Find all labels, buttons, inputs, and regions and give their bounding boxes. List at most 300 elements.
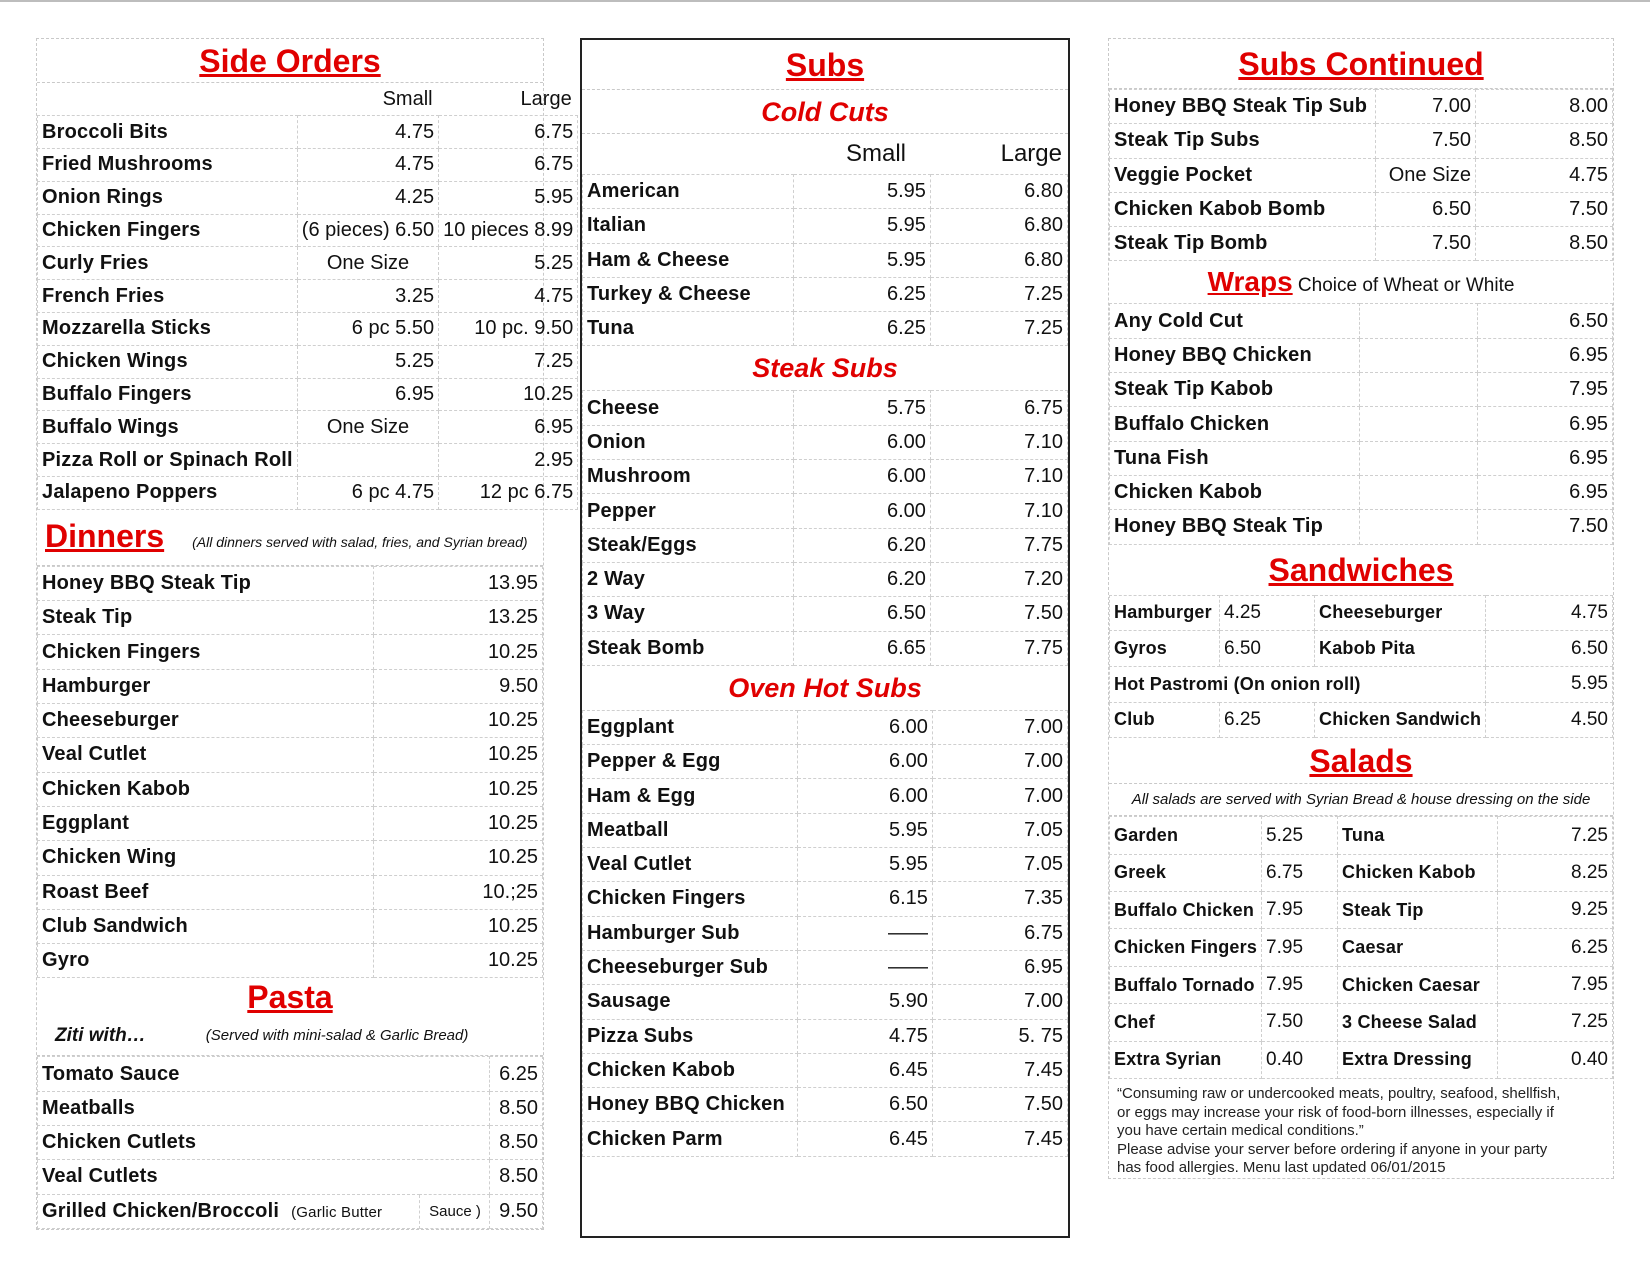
salads-title: Salads [1109, 738, 1613, 784]
price: 9.50 [490, 1194, 543, 1228]
sandwich-price: 4.50 [1486, 702, 1613, 738]
price: 6.95 [1478, 338, 1613, 372]
pasta-item-cell [38, 1194, 420, 1228]
price-small: One Size [1376, 158, 1476, 192]
dinner-row [38, 806, 543, 840]
item-name: Pepper & Egg [583, 745, 798, 779]
item-name: Jalapeno Poppers [38, 477, 298, 510]
disclaimer-line: you have certain medical conditions.” [1117, 1122, 1364, 1140]
salad-row [1110, 929, 1613, 966]
salad-price: 7.25 [1498, 1004, 1613, 1041]
side-orders-header [38, 83, 578, 116]
dinner-row [38, 772, 543, 806]
price-large: 6.75 [932, 916, 1067, 950]
sub-row [583, 745, 1068, 779]
price-small: 5.25 [297, 345, 438, 378]
item-name: Chicken Wings [38, 345, 298, 378]
item-name: Veal Cutlet [583, 848, 798, 882]
item-name: Fried Mushrooms [38, 149, 298, 182]
sandwich-name: Hamburger [1110, 595, 1220, 631]
price-large: 7.10 [930, 494, 1067, 528]
subs-continued-title: Subs Continued [1109, 39, 1613, 89]
price-small: One Size [297, 247, 438, 280]
salad-name: Tuna [1338, 817, 1498, 854]
price-large: 6.75 [439, 116, 578, 149]
side-orders-table [37, 83, 578, 510]
price-small: 6.00 [797, 710, 932, 744]
item-name: Chicken Fingers [38, 214, 298, 247]
dinner-row [38, 601, 543, 635]
item-name: Pizza Subs [583, 1019, 798, 1053]
price-large: 7.25 [930, 277, 1067, 311]
sub-row [1110, 227, 1613, 261]
col-small-label: Small [382, 87, 433, 110]
item-name: Cheeseburger [38, 704, 374, 738]
side-orders-title: Side Orders [37, 39, 543, 83]
price-large: 5.25 [439, 247, 578, 280]
item-name: Mozzarella Sticks [38, 313, 298, 346]
salad-price: 7.50 [1262, 1004, 1338, 1041]
salad-row [1110, 1041, 1613, 1078]
item-name: Chicken Parm [583, 1122, 798, 1156]
left-column [36, 38, 574, 1230]
col-large-label: Large [520, 87, 572, 110]
price: 10.25 [374, 944, 543, 978]
salad-row [1110, 1004, 1613, 1041]
dinner-row [38, 704, 543, 738]
item-name: Curly Fries [38, 247, 298, 280]
sandwich-row [1110, 666, 1613, 702]
price-small: 6.50 [797, 1088, 932, 1122]
empty-cell [1360, 338, 1478, 372]
salad-name: Chef [1110, 1004, 1262, 1041]
side-order-row [38, 214, 578, 247]
pasta-row [38, 1194, 543, 1228]
cold-cuts-title: Cold Cuts [582, 90, 1068, 134]
wraps-table [1109, 303, 1613, 544]
price-small: 4.75 [297, 116, 438, 149]
sandwich-name: Gyros [1110, 631, 1220, 667]
dinners-title: Dinners [45, 517, 165, 554]
sandwich-name: Club [1110, 702, 1220, 738]
side-order-row [38, 477, 578, 510]
dinner-row [38, 841, 543, 875]
price-large: 7.00 [932, 779, 1067, 813]
steak-subs-table [582, 390, 1068, 665]
item-name: Chicken Fingers [583, 882, 798, 916]
sandwich-price: 4.25 [1220, 595, 1315, 631]
price-small: 5.90 [797, 985, 932, 1019]
price-small: 6.50 [1376, 192, 1476, 226]
side-order-row [38, 149, 578, 182]
price-large: 6.80 [930, 175, 1067, 209]
item-name: Chicken Kabob Bomb [1110, 192, 1376, 226]
cold-cuts-table [582, 174, 1068, 346]
salad-price: 7.95 [1262, 929, 1338, 966]
salad-name: Chicken Caesar [1338, 966, 1498, 1003]
price-small: 6.45 [797, 1053, 932, 1087]
salads-note: All salads are served with Syrian Bread & house dressing on the side [1109, 784, 1613, 816]
price-large: 7.00 [932, 745, 1067, 779]
item-name: Eggplant [583, 710, 798, 744]
sub-row [583, 175, 1068, 209]
item-name: Turkey & Cheese [583, 277, 794, 311]
item-name: Steak Tip Subs [1110, 124, 1376, 158]
dinners-header [37, 510, 543, 566]
item-name: Honey BBQ Steak Tip [1110, 510, 1360, 544]
disclaimer-line: or eggs may increase your risk of food-born illnesses, especially if [1117, 1103, 1554, 1121]
price-small: 4.25 [297, 181, 438, 214]
price-large: 6.95 [439, 411, 578, 444]
item-name: 3 Way [583, 597, 794, 631]
dinner-row [38, 566, 543, 600]
price-large: 7.10 [930, 425, 1067, 459]
price: 10.25 [374, 806, 543, 840]
item-name: Veal Cutlets [38, 1160, 490, 1194]
price-large: 8.50 [1476, 124, 1613, 158]
salad-price: 7.95 [1262, 892, 1338, 929]
sub-row [583, 710, 1068, 744]
price-small: —— [797, 950, 932, 984]
dinner-row [38, 635, 543, 669]
price-small: 7.00 [1376, 90, 1476, 124]
item-name: Chicken Wing [38, 841, 374, 875]
price-large: 7.00 [932, 985, 1067, 1019]
item-name: Steak Tip Kabob [1110, 373, 1360, 407]
salad-price: 0.40 [1498, 1041, 1613, 1078]
sub-row [583, 209, 1068, 243]
item-name: Tuna Fish [1110, 441, 1360, 475]
sandwich-name: Hot Pastromi (On onion roll) [1110, 666, 1486, 702]
middle-column [580, 38, 1070, 1238]
item-name: Ham & Cheese [583, 243, 794, 277]
sandwich-row [1110, 595, 1613, 631]
empty-cell [1360, 441, 1478, 475]
price-large: 7.05 [932, 813, 1067, 847]
item-name: Onion [583, 425, 794, 459]
price-small: 3.25 [297, 280, 438, 313]
price-small: 6.00 [793, 494, 930, 528]
salad-name: Chicken Fingers [1110, 929, 1262, 966]
price-small: 6.25 [793, 312, 930, 346]
item-name: Grilled Chicken/Broccoli [42, 1199, 280, 1222]
side-order-row [38, 345, 578, 378]
sub-row [1110, 192, 1613, 226]
dinner-row [38, 669, 543, 703]
sub-row [1110, 90, 1613, 124]
price: 6.95 [1478, 475, 1613, 509]
wrap-row [1110, 510, 1613, 544]
empty-cell [1360, 304, 1478, 338]
item-name: Honey BBQ Chicken [583, 1088, 798, 1122]
wraps-title: Wraps [1207, 266, 1293, 298]
salad-name: Garden [1110, 817, 1262, 854]
price-large: 7.05 [932, 848, 1067, 882]
sandwich-row [1110, 702, 1613, 738]
wrap-row [1110, 338, 1613, 372]
salad-row [1110, 854, 1613, 891]
sandwiches-table [1109, 595, 1613, 739]
empty-cell [1360, 475, 1478, 509]
item-name: Gyro [38, 944, 374, 978]
side-order-row [38, 247, 578, 280]
sub-row [583, 1019, 1068, 1053]
sandwich-name: Kabob Pita [1315, 631, 1486, 667]
pasta-row [38, 1091, 543, 1125]
subs-title: Subs [582, 40, 1068, 90]
price-large: 5.95 [439, 181, 578, 214]
price-large: 7.50 [930, 597, 1067, 631]
price-large: 7.25 [439, 345, 578, 378]
steak-subs-title: Steak Subs [752, 353, 898, 384]
item-name: Buffalo Chicken [1110, 407, 1360, 441]
side-order-row [38, 313, 578, 346]
price-large: 7.50 [932, 1088, 1067, 1122]
price-large: 7.75 [930, 631, 1067, 665]
pasta-extra-note: (Garlic Butter [291, 1203, 383, 1221]
item-name: Steak Tip [38, 601, 374, 635]
salad-name: Buffalo Chicken [1110, 892, 1262, 929]
price-large: 7.50 [1476, 192, 1613, 226]
pasta-title: Pasta [247, 979, 333, 1016]
salad-price: 7.25 [1498, 817, 1613, 854]
price-small: 6 pc 4.75 [297, 477, 438, 510]
wraps-header [1109, 261, 1613, 303]
side-order-row [38, 116, 578, 149]
dinner-row [38, 738, 543, 772]
price-large: 6.75 [439, 149, 578, 182]
salad-name: Caesar [1338, 929, 1498, 966]
wraps-note: Choice of Wheat or White [1292, 275, 1515, 297]
wrap-row [1110, 373, 1613, 407]
price-large: 4.75 [1476, 158, 1613, 192]
item-name: Buffalo Wings [38, 411, 298, 444]
ziti-row [37, 1016, 543, 1056]
price-large: 7.45 [932, 1053, 1067, 1087]
price-small: 6.00 [797, 779, 932, 813]
disclaimer-line: “Consuming raw or undercooked meats, poultry, seafood, shellfish, [1117, 1085, 1561, 1103]
item-name: 2 Way [583, 562, 794, 596]
item-name: Chicken Cutlets [38, 1126, 490, 1160]
sub-row [583, 631, 1068, 665]
disclaimer-line: has food allergies. Menu last updated 06/01/2015 [1117, 1159, 1446, 1177]
price-large: 7.45 [932, 1122, 1067, 1156]
price-large: 10 pc. 9.50 [439, 313, 578, 346]
wrap-row [1110, 475, 1613, 509]
sub-row [583, 528, 1068, 562]
salad-row [1110, 892, 1613, 929]
disclaimer [1109, 1085, 1613, 1178]
sandwich-name: Chicken Sandwich [1315, 702, 1486, 738]
sub-row [583, 597, 1068, 631]
salad-price: 6.75 [1262, 854, 1338, 891]
price: 8.50 [490, 1091, 543, 1125]
disclaimer-line: Please advise your server before ordering if anyone in your party [1117, 1140, 1548, 1158]
item-name: Ham & Egg [583, 779, 798, 813]
price: 10.25 [374, 704, 543, 738]
item-name: Eggplant [38, 806, 374, 840]
price-small: 5.95 [793, 243, 930, 277]
subs-continued-table [1109, 89, 1613, 261]
price-small: 7.50 [1376, 124, 1476, 158]
sub-row [583, 916, 1068, 950]
salad-price: 7.95 [1498, 966, 1613, 1003]
price: 13.95 [374, 566, 543, 600]
price-large: 4.75 [439, 280, 578, 313]
sub-row [583, 882, 1068, 916]
sub-row [583, 562, 1068, 596]
price-large: 7.75 [930, 528, 1067, 562]
item-name: American [583, 175, 794, 209]
price: 6.25 [490, 1057, 543, 1091]
salad-price: 9.25 [1498, 892, 1613, 929]
price-large: 10.25 [439, 378, 578, 411]
ziti-label: Ziti with… [55, 1024, 146, 1046]
price-large: 7.20 [930, 562, 1067, 596]
side-order-row [38, 181, 578, 214]
item-name: Steak/Eggs [583, 528, 794, 562]
sub-row [583, 460, 1068, 494]
top-rule [0, 0, 1650, 2]
price-large: 6.80 [930, 209, 1067, 243]
side-order-row [38, 444, 578, 477]
price-large: 2.95 [439, 444, 578, 477]
subs-col-small: Small [845, 140, 906, 167]
item-name: Sausage [583, 985, 798, 1019]
price-small: 5.75 [793, 391, 930, 425]
item-name: Hamburger Sub [583, 916, 798, 950]
pasta-row [38, 1126, 543, 1160]
price-large: 7.00 [932, 710, 1067, 744]
price-small: 6.95 [297, 378, 438, 411]
price: 8.50 [490, 1160, 543, 1194]
price-large: 8.50 [1476, 227, 1613, 261]
item-name: Any Cold Cut [1110, 304, 1360, 338]
price-large: 5. 75 [932, 1019, 1067, 1053]
item-name: Chicken Kabob [1110, 475, 1360, 509]
sandwich-price: 6.50 [1220, 631, 1315, 667]
item-name: Tomato Sauce [38, 1057, 490, 1091]
price-small: 5.95 [793, 175, 930, 209]
item-name: Meatball [583, 813, 798, 847]
salad-name: Buffalo Tornado [1110, 966, 1262, 1003]
item-name: Onion Rings [38, 181, 298, 214]
subs-col-large: Large [1000, 140, 1062, 167]
empty-cell [1360, 373, 1478, 407]
salad-price: 6.25 [1498, 929, 1613, 966]
price: 10.;25 [374, 875, 543, 909]
price-small: 6.45 [797, 1122, 932, 1156]
price-large: 7.35 [932, 882, 1067, 916]
sub-row [1110, 158, 1613, 192]
price-small: 5.95 [797, 813, 932, 847]
wrap-row [1110, 407, 1613, 441]
price-large: 7.25 [930, 312, 1067, 346]
item-name: French Fries [38, 280, 298, 313]
price-small: One Size [297, 411, 438, 444]
item-name: Veal Cutlet [38, 738, 374, 772]
price-small [297, 444, 438, 477]
dinner-row [38, 875, 543, 909]
price-small: 6.00 [797, 745, 932, 779]
item-name: Roast Beef [38, 875, 374, 909]
price-small: 6.00 [793, 425, 930, 459]
side-order-row [38, 411, 578, 444]
price-small: 6.20 [793, 562, 930, 596]
sandwich-name: Cheeseburger [1315, 595, 1486, 631]
item-name: Broccoli Bits [38, 116, 298, 149]
oven-hot-subs-title: Oven Hot Subs [728, 672, 922, 703]
salad-name: Greek [1110, 854, 1262, 891]
ziti-note: (Served with mini-salad & Garlic Bread) [205, 1027, 469, 1045]
salad-price: 5.25 [1262, 817, 1338, 854]
price: 10.25 [374, 909, 543, 943]
sandwich-price: 6.50 [1486, 631, 1613, 667]
item-name: Club Sandwich [38, 909, 374, 943]
item-name: Honey BBQ Chicken [1110, 338, 1360, 372]
item-name: Italian [583, 209, 794, 243]
right-column [1108, 38, 1614, 1179]
empty-cell [1360, 510, 1478, 544]
price-small: 5.95 [797, 848, 932, 882]
sandwich-price: 5.95 [1486, 666, 1613, 702]
salad-name: Extra Syrian [1110, 1041, 1262, 1078]
price-small: 7.50 [1376, 227, 1476, 261]
price: 7.50 [1478, 510, 1613, 544]
item-name: Tuna [583, 312, 794, 346]
wrap-row [1110, 304, 1613, 338]
sandwich-price: 4.75 [1486, 595, 1613, 631]
item-name: Pizza Roll or Spinach Roll [38, 444, 298, 477]
sub-row [583, 277, 1068, 311]
oven-hot-subs-table [582, 710, 1068, 1157]
dinners-table [37, 566, 543, 979]
sub-row [583, 312, 1068, 346]
price: 13.25 [374, 601, 543, 635]
sandwich-row [1110, 631, 1613, 667]
price: 7.95 [1478, 373, 1613, 407]
price-small: 6.50 [793, 597, 930, 631]
pasta-row [38, 1160, 543, 1194]
price-large: 7.10 [930, 460, 1067, 494]
item-name: Honey BBQ Steak Tip [38, 566, 374, 600]
item-name: Cheese [583, 391, 794, 425]
wrap-row [1110, 441, 1613, 475]
item-name: Steak Bomb [583, 631, 794, 665]
salad-price: 0.40 [1262, 1041, 1338, 1078]
sub-row [583, 1053, 1068, 1087]
subs-header [582, 134, 1068, 174]
sub-row [583, 243, 1068, 277]
price-small: 4.75 [297, 149, 438, 182]
price: 10.25 [374, 841, 543, 875]
item-name: Pepper [583, 494, 794, 528]
sub-row [583, 1088, 1068, 1122]
dinner-row [38, 944, 543, 978]
price: 10.25 [374, 738, 543, 772]
salad-row [1110, 817, 1613, 854]
sub-row [583, 950, 1068, 984]
pasta-table [37, 1056, 543, 1228]
price-small: (6 pieces) 6.50 [297, 214, 438, 247]
price-large: 6.75 [930, 391, 1067, 425]
salad-row [1110, 966, 1613, 1003]
salads-table [1109, 816, 1613, 1079]
price-small: 6.25 [793, 277, 930, 311]
sub-row [583, 985, 1068, 1019]
price: 10.25 [374, 635, 543, 669]
salad-name: Steak Tip [1338, 892, 1498, 929]
